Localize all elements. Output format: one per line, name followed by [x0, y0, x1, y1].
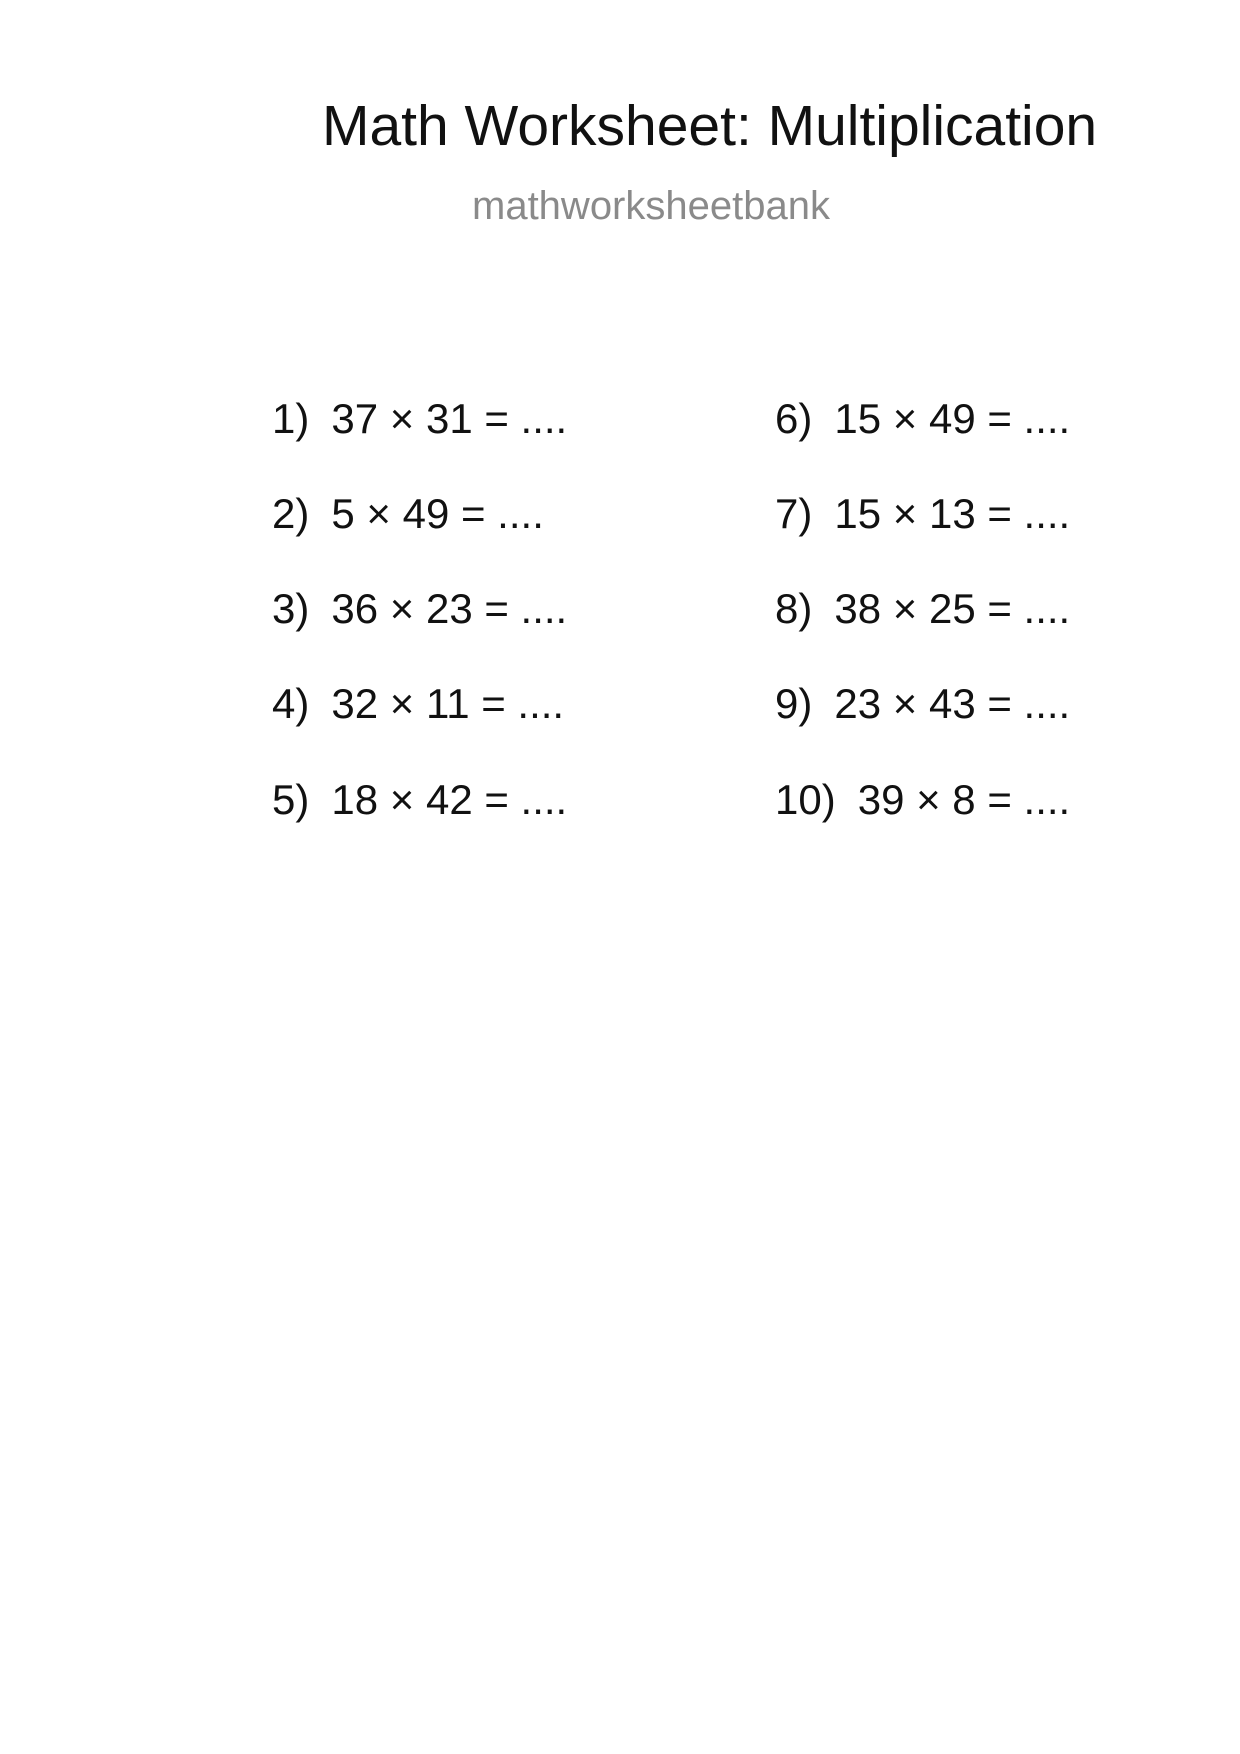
problem-number: 1) [272, 395, 310, 442]
problem-expression: 37 × 31 = .... [331, 395, 568, 442]
page-title: Math Worksheet: Multiplication [322, 94, 1098, 158]
problem-number: 10) [775, 776, 836, 823]
problem-expression: 18 × 42 = .... [331, 776, 568, 823]
problem-expression: 39 × 8 = .... [857, 776, 1071, 823]
problem-expression: 38 × 25 = .... [834, 585, 1071, 632]
problem-number: 5) [272, 776, 310, 823]
problem-number: 3) [272, 585, 310, 632]
page-subtitle: mathworksheetbank [472, 184, 830, 228]
problem-expression: 15 × 49 = .... [834, 395, 1071, 442]
problem-expression: 5 × 49 = .... [331, 490, 544, 537]
problem-number: 6) [775, 395, 813, 442]
problem-expression: 15 × 13 = .... [834, 490, 1071, 537]
problem-number: 2) [272, 490, 310, 537]
problem-item [705, 737, 1070, 863]
problem-number: 9) [775, 680, 813, 727]
problem-expression: 23 × 43 = .... [834, 680, 1071, 727]
problem-expression: 32 × 11 = .... [331, 680, 565, 727]
problem-item [202, 737, 567, 863]
problem-number: 4) [272, 680, 310, 727]
problem-expression: 36 × 23 = .... [331, 585, 568, 632]
problem-number: 8) [775, 585, 813, 632]
problem-number: 7) [775, 490, 813, 537]
